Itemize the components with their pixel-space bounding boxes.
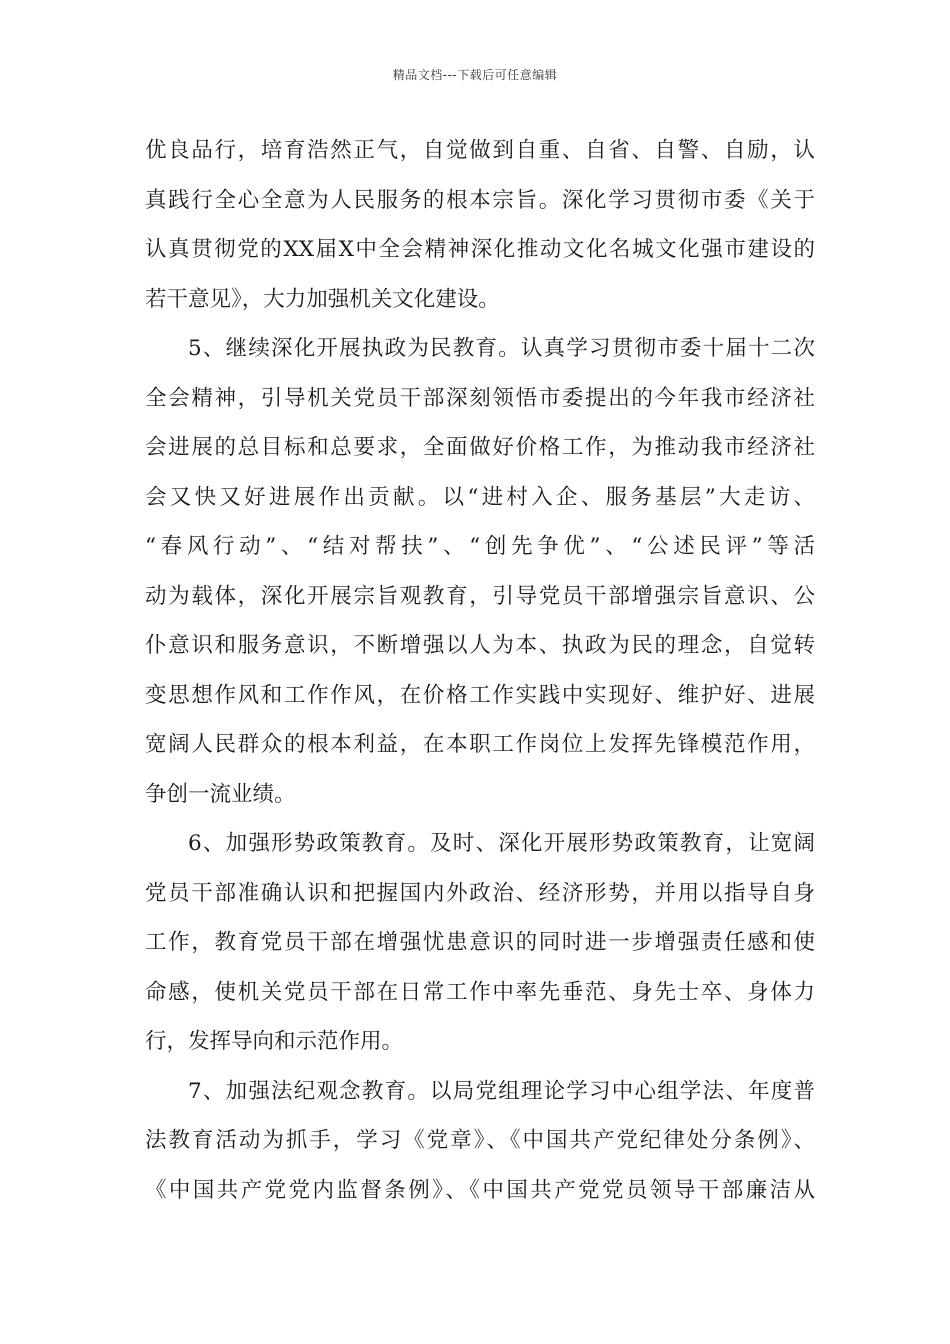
text-line: 《中国共产党党内监督条例》、《中国共产党党员领导干部廉洁从 xyxy=(145,1177,815,1203)
document-body xyxy=(145,126,815,1215)
text-line: 会进展的总目标和总要求，全面做好价格工作，为推动我市经济社 xyxy=(145,435,815,460)
text-line: 会又快又好进展作出贡献。以“进村入企、服务基层”大走访、 xyxy=(145,484,815,510)
text-line: 真践行全心全意为人民服务的根本宗旨。深化学习贯彻市委《关于 xyxy=(145,187,815,213)
text-line: 若干意见》，大力加强机关文化建设。 xyxy=(145,286,500,312)
text-line: 仆意识和服务意识，不断增强以人为本、执政为民的理念，自觉转 xyxy=(145,633,815,658)
text-line: 党员干部准确认识和把握国内外政治、经济形势，并用以指导自身 xyxy=(145,880,815,906)
text-line: 宽阔人民群众的根本利益，在本职工作岗位上发挥先锋模范作用， xyxy=(145,732,815,757)
text-line: 全会精神，引导机关党员干部深刻领悟市委提出的今年我市经济社 xyxy=(145,385,815,411)
text-line: 认真贯彻党的XX届X中全会精神深化推动文化名城文化强市建设的 xyxy=(145,237,815,262)
text-line: 行，发挥导向和示范作用。 xyxy=(145,1029,404,1054)
text-line: 动为载体，深化开展宗旨观教育，引导党员干部增强宗旨意识、公 xyxy=(145,583,815,609)
page-header: 精品文档---下载后可任意编辑 xyxy=(392,68,558,82)
paragraph-7-start: 7、加强法纪观念教育。以局党组理论学习中心组学法、年度普 xyxy=(188,1078,815,1104)
text-line: 法教育活动为抓手，学习《党章》、《中国共产党纪律处分条例》、 xyxy=(145,1128,815,1153)
paragraph-6-start: 6、加强形势政策教育。及时、深化开展形势政策教育，让宽阔 xyxy=(188,831,815,856)
text-line: 争创一流业绩。 xyxy=(145,781,296,807)
text-line: 变思想作风和工作作风，在价格工作实践中实现好、维护好、进展 xyxy=(145,682,815,708)
text-line: “春风行动”、“结对帮扶”、“创先争优”、“公述民评”等活 xyxy=(145,534,815,559)
text-line: 工作，教育党员干部在增强忧患意识的同时进一步增强责任感和使 xyxy=(145,930,815,955)
text-line: 命感，使机关党员干部在日常工作中率先垂范、身先士卒、身体力 xyxy=(145,979,815,1005)
text-line: 优良品行，培育浩然正气，自觉做到自重、自省、自警、自励，认 xyxy=(145,138,815,163)
paragraph-5-start: 5、继续深化开展执政为民教育。认真学习贯彻市委十届十二次 xyxy=(188,336,815,361)
